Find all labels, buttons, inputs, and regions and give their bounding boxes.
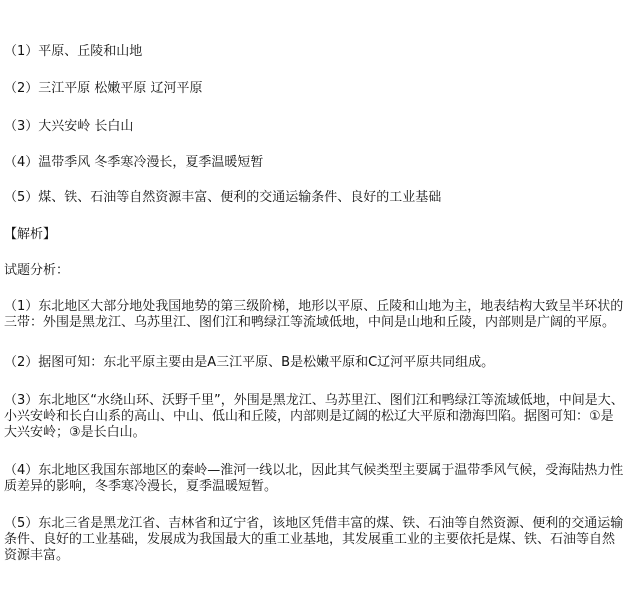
- answer-item-4: （4）温带季风 冬季寒冷漫长，夏季温暖短暂: [4, 155, 264, 170]
- analysis-item-5: （5）东北三省是黑龙江省、吉林省和辽宁省，该地区凭借丰富的煤、铁、石油等自然资源、便利的交通运输条件、良好的工业基础，发展成为我国最大的重工业基地，其发展重工业的主要依托是煤、铁、石油等自然资源丰富。: [4, 516, 624, 563]
- analysis-header: 【解析】: [4, 227, 57, 242]
- analysis-item-3: （3）东北地区“水绕山环、沃野千里”，外围是黑龙江、乌苏里江、图们江和鸭绿江等流域低地，中间是大、小兴安岭和长白山系的高山、中山、低山和丘陵，内部则是辽阔的松辽大平原和渤海凹陷。据图可知：①是大兴安岭；③是长白山。: [4, 393, 624, 440]
- answer-item-1: （1）平原、丘陵和山地: [4, 44, 143, 59]
- analysis-item-1: （1）东北地区大部分地处我国地势的第三级阶梯，地形以平原、丘陵和山地为主，地表结构大致呈半环状的三带：外围是黑龙江、乌苏里江、图们江和鸭绿江等流域低地，中间是山地和丘陵，内部则是广阔的平原。: [4, 299, 624, 330]
- answer-item-3: （3）大兴安岭 长白山: [4, 119, 134, 134]
- answer-item-2: （2）三江平原 松嫩平原 辽河平原: [4, 81, 203, 96]
- analysis-item-2: （2）据图可知：东北平原主要由是A三江平原、B是松嫩平原和C辽河平原共同组成。: [4, 355, 495, 370]
- analysis-item-4: （4）东北地区我国东部地区的秦岭—淮河一线以北，因此其气候类型主要属于温带季风气候，受海陆热力性质差异的影响，冬季寒冷漫长，夏季温暖短暂。: [4, 463, 624, 494]
- answer-item-5: （5）煤、铁、石油等自然资源丰富、便利的交通运输条件、良好的工业基础: [4, 190, 442, 205]
- analysis-intro: 试题分析：: [4, 263, 70, 278]
